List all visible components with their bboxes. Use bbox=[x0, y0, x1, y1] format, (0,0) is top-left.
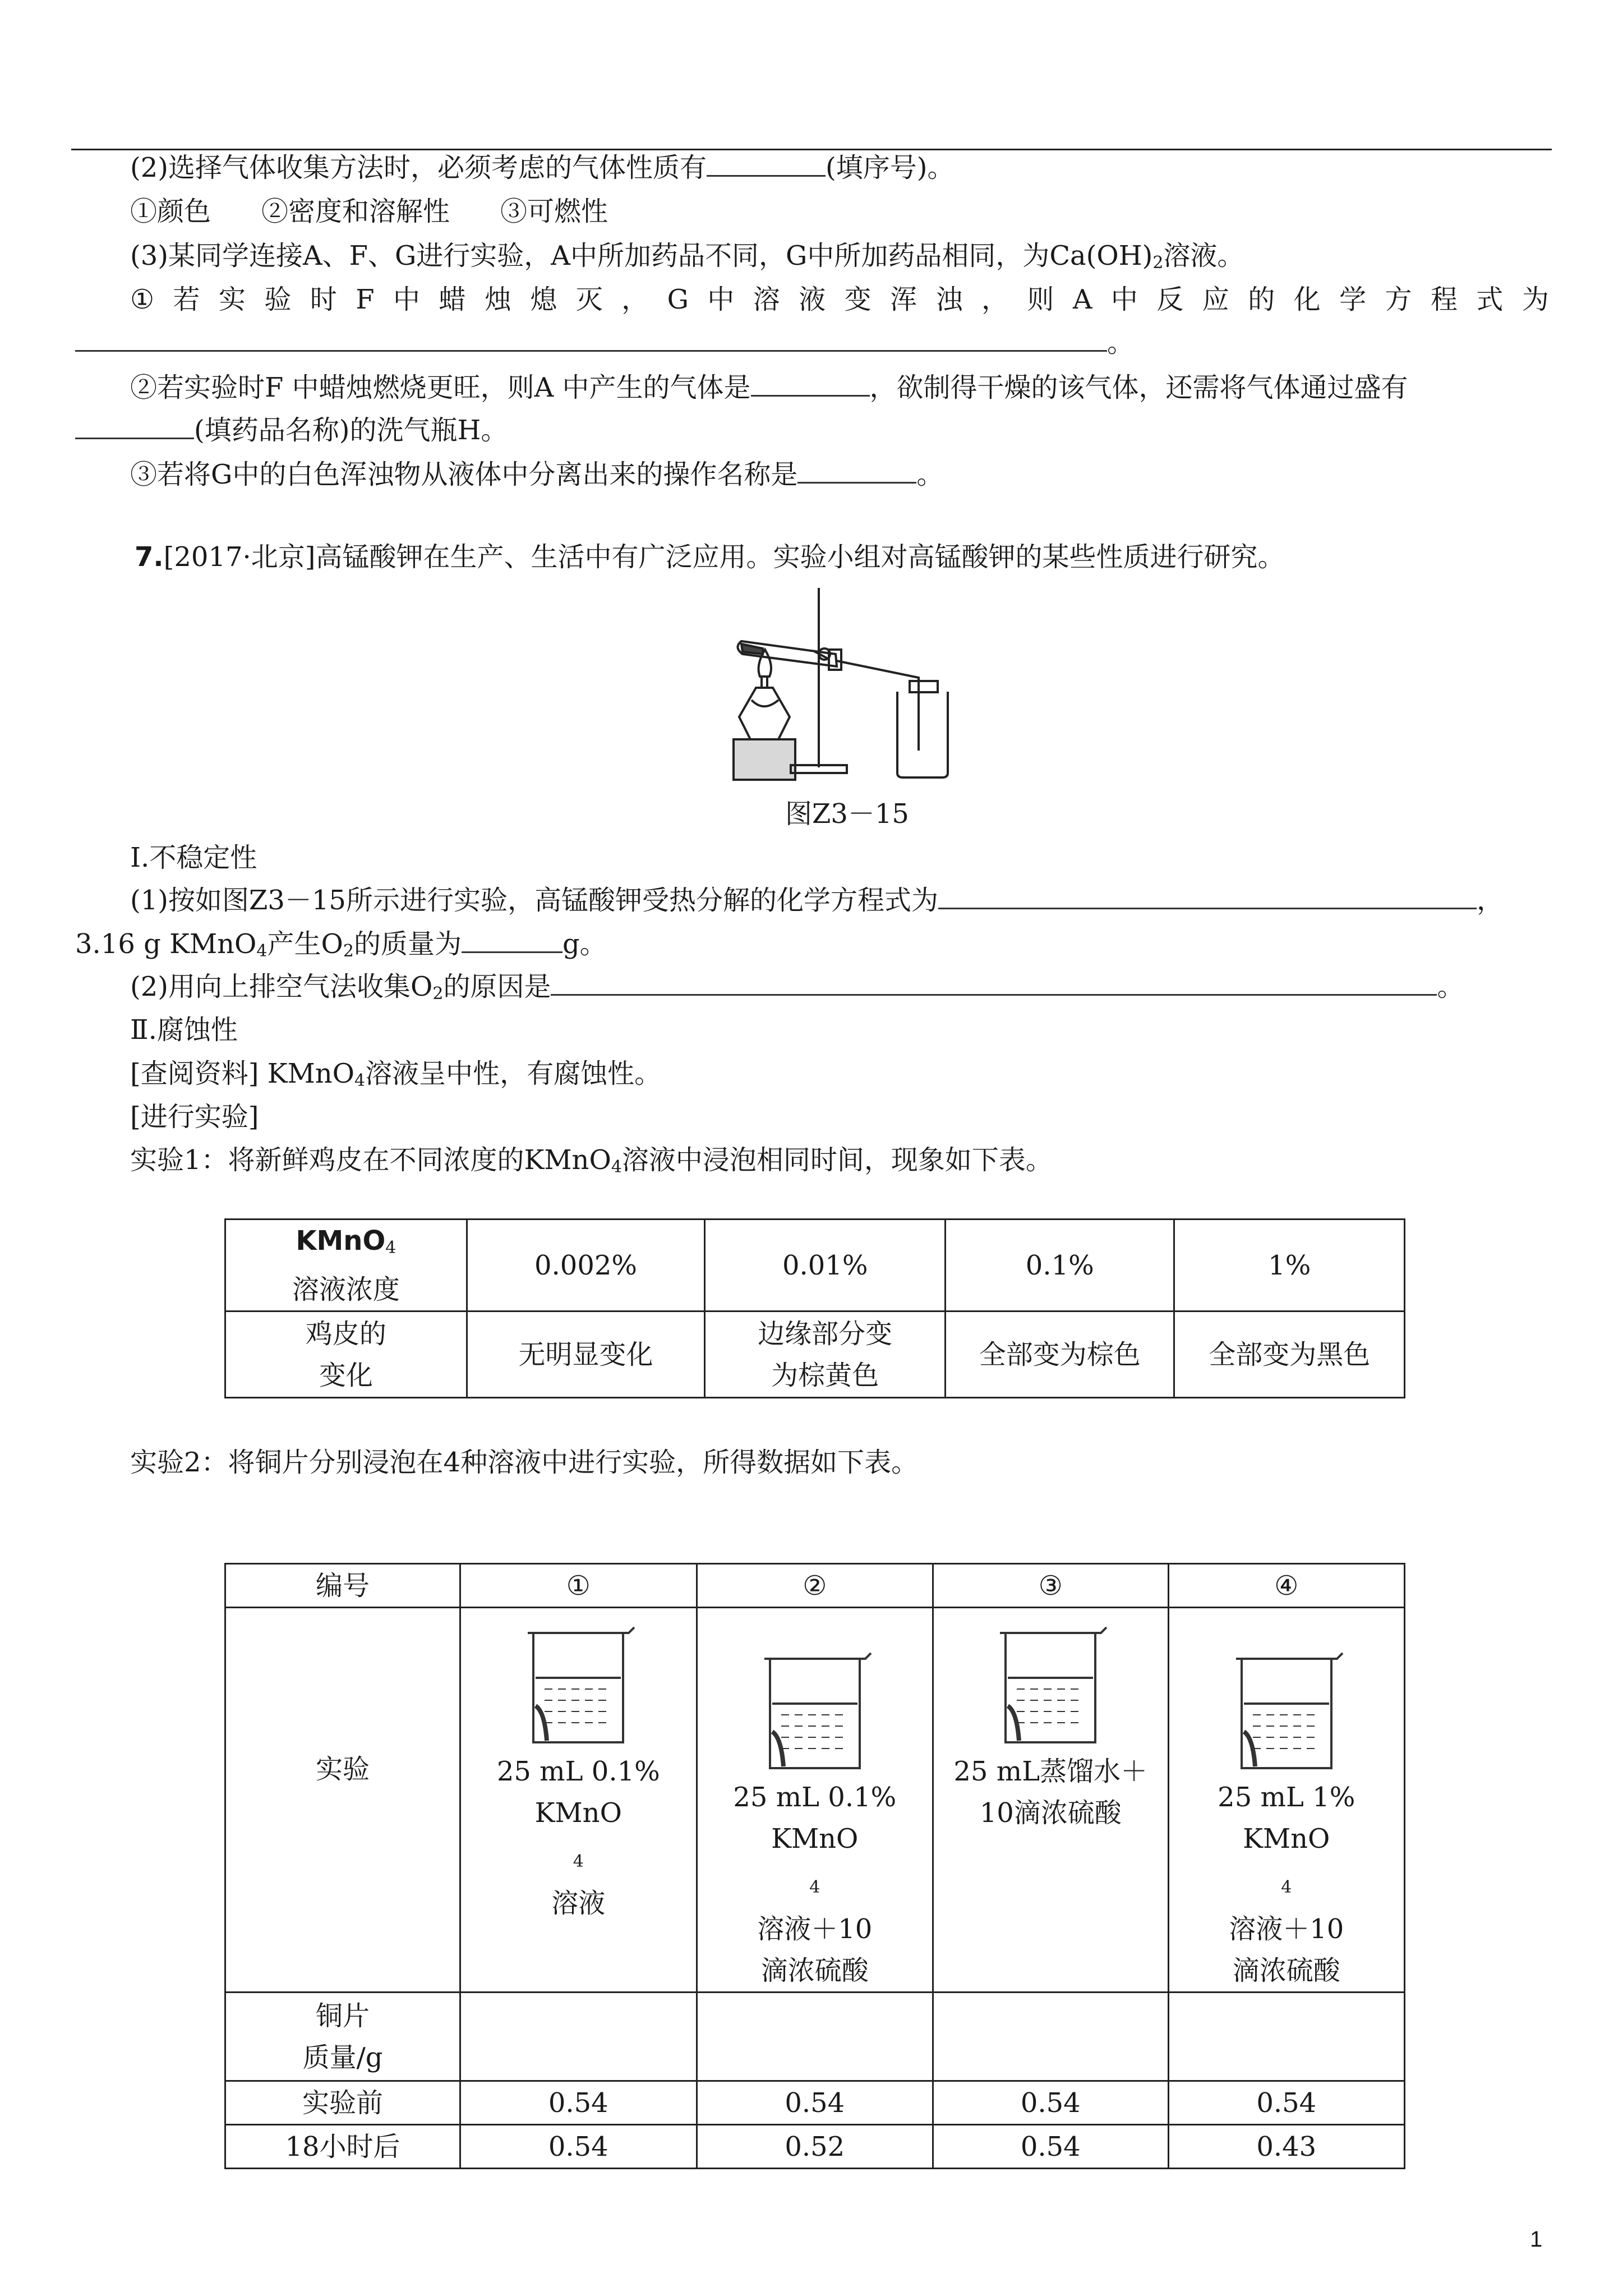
answer-blank[interactable] bbox=[75, 415, 194, 439]
text-fragment: 验 bbox=[264, 284, 292, 315]
burner-stand bbox=[734, 739, 795, 780]
q7-s1-p1: (1)按如图Z3－15所示进行实验，高锰酸钾受热分解的化学方程式为 ， bbox=[130, 885, 1504, 916]
figure-caption: 图Z3－15 bbox=[785, 798, 909, 830]
header-num: ④ bbox=[1168, 1564, 1405, 1608]
empty-cell bbox=[697, 1993, 933, 2081]
header-before: 实验前 bbox=[225, 2081, 460, 2125]
header-skin-change: 鸡皮的 变化 bbox=[225, 1312, 467, 1398]
text-fragment: A bbox=[1072, 284, 1092, 315]
table-copper bbox=[224, 1563, 1405, 2169]
empty-cell bbox=[933, 1993, 1168, 2081]
header-after: 18小时后 bbox=[225, 2125, 460, 2169]
header-copper-mass: 铜片 质量/g bbox=[225, 1993, 460, 2081]
text-fragment: 浑 bbox=[890, 284, 917, 315]
text-fragment: 中 bbox=[1110, 284, 1138, 315]
text-fragment: F bbox=[356, 284, 375, 315]
value-after: 0.52 bbox=[697, 2125, 933, 2169]
apparatus-figure bbox=[729, 588, 976, 790]
table-row bbox=[225, 2125, 1405, 2169]
text-fragment: 灭 bbox=[575, 284, 603, 315]
answer-blank[interactable] bbox=[797, 459, 916, 484]
value-after: 0.43 bbox=[1168, 2125, 1405, 2169]
q6-part3-1 bbox=[130, 282, 1549, 317]
answer-blank[interactable] bbox=[551, 972, 1437, 996]
text-fragment: ① bbox=[130, 284, 155, 315]
text-fragment: 化 bbox=[1293, 284, 1321, 315]
q6-part2: (2)选择气体收集方法时，必须考虑的气体性质有 (填序号)。 bbox=[130, 152, 955, 183]
value-before: 0.54 bbox=[1168, 2081, 1405, 2125]
cell-conc: 0.1% bbox=[946, 1220, 1174, 1312]
beaker-icon bbox=[748, 1648, 882, 1777]
table-row bbox=[225, 2081, 1405, 2125]
text-fragment: 若 bbox=[173, 284, 200, 315]
q7-s1-p1b: 3.16 g KMnO$_4$产生$O_2$的质量为 g。 bbox=[75, 928, 607, 961]
experiment-heading: [进行实验] bbox=[130, 1101, 259, 1133]
text-fragment: 为 bbox=[1521, 284, 1549, 315]
table-row bbox=[225, 1220, 1405, 1312]
text-fragment: 式 bbox=[1476, 284, 1504, 315]
answer-blank[interactable] bbox=[75, 328, 1107, 352]
value-before: 0.54 bbox=[697, 2081, 933, 2125]
text-fragment: 学 bbox=[1339, 284, 1367, 315]
cell-change: 无明显变化 bbox=[467, 1312, 705, 1398]
text-fragment: 变 bbox=[844, 284, 872, 315]
section-corrosiveness: Ⅱ.腐蚀性 bbox=[130, 1014, 238, 1046]
text-fragment: 程 bbox=[1430, 284, 1458, 315]
text-fragment: 烛 bbox=[484, 284, 511, 315]
table-row bbox=[225, 1312, 1405, 1398]
text-fragment: ， bbox=[981, 284, 1008, 315]
header-num: ③ bbox=[933, 1564, 1168, 1608]
answer-blank[interactable] bbox=[938, 885, 1477, 909]
table-row bbox=[225, 1608, 1405, 1993]
experiment-cell-2: 25 mL 0.1% KMnO $_4$ 溶液＋10 滴浓硫酸 bbox=[697, 1608, 933, 1993]
text-fragment: ， bbox=[621, 284, 649, 315]
experiment-cell-1: 25 mL 0.1% KMnO $_4$ 溶液 bbox=[460, 1608, 697, 1993]
text-fragment: 溶 bbox=[753, 284, 780, 315]
q6-part3-2b: (填药品名称)的洗气瓶H。 bbox=[75, 413, 508, 448]
answer-blank[interactable] bbox=[707, 153, 826, 177]
cell-conc: 0.002% bbox=[467, 1220, 705, 1312]
delivery-tube bbox=[837, 661, 919, 751]
q6-part3: (3)某同学连接A、F、G进行实验，A中所加药品不同，G中所加药品相同，为$Ca(OH)_2$溶液。 bbox=[130, 240, 1244, 273]
cell-change: 全部变为黑色 bbox=[1174, 1312, 1405, 1398]
cell-conc: 0.01% bbox=[705, 1220, 946, 1312]
header-num: ① bbox=[460, 1564, 697, 1608]
cell-change: 边缘部分变 为棕黄色 bbox=[705, 1312, 946, 1398]
text-fragment: 中 bbox=[707, 284, 735, 315]
beaker-icon bbox=[511, 1622, 645, 1751]
q6-part3-3: ③若将G中的白色浑浊物从液体中分离出来的操作名称是 。 bbox=[130, 459, 944, 490]
q6-part3-2: ②若实验时F 中蜡烛燃烧更旺，则A 中产生的气体是 ，欲制得干燥的该气体，还需将气体通过盛有 bbox=[130, 372, 1408, 403]
q7-intro: 7.[2017·北京]高锰酸钾在生产、生活中有广泛应用。实验小组对高锰酸钾的某些性质进行研究。 bbox=[135, 541, 1285, 573]
reference-info: [查阅资料] KMnO$_4$溶液呈中性，有腐蚀性。 bbox=[130, 1058, 662, 1091]
header-number: 编号 bbox=[225, 1564, 460, 1608]
cell-change: 全部变为棕色 bbox=[946, 1312, 1174, 1398]
experiment-cell-3: 25 mL蒸馏水＋ 10滴浓硫酸 bbox=[933, 1608, 1168, 1993]
value-after: 0.54 bbox=[933, 2125, 1168, 2169]
text-fragment: 蜡 bbox=[439, 284, 466, 315]
q7-s1-p2: (2)用向上排空气法收集$O_2$的原因是 。 bbox=[130, 971, 1464, 1004]
table-chicken-skin bbox=[224, 1218, 1405, 1398]
text-fragment: 浊 bbox=[935, 284, 963, 315]
text-fragment: G bbox=[667, 284, 689, 315]
text-fragment: 液 bbox=[799, 284, 826, 315]
section-instability: Ⅰ.不稳定性 bbox=[130, 842, 257, 873]
q6-part3-1-answer: 。 bbox=[75, 325, 1134, 360]
text-fragment: 时 bbox=[310, 284, 337, 315]
page-number: 1 bbox=[1530, 2227, 1543, 2252]
answer-blank[interactable] bbox=[751, 372, 870, 397]
collection-bottle bbox=[897, 692, 948, 777]
cell-conc: 1% bbox=[1174, 1220, 1405, 1312]
header-num: ② bbox=[697, 1564, 933, 1608]
text-fragment: 熄 bbox=[530, 284, 557, 315]
value-after: 0.54 bbox=[460, 2125, 697, 2169]
text-fragment: 实 bbox=[218, 284, 246, 315]
header-experiment: 实验 bbox=[225, 1608, 460, 1993]
table-row bbox=[225, 1993, 1405, 2081]
text-fragment: 中 bbox=[393, 284, 420, 315]
q6-options: ①颜色 ②密度和溶解性 ③可燃性 bbox=[130, 196, 608, 227]
value-before: 0.54 bbox=[933, 2081, 1168, 2125]
beaker-icon bbox=[983, 1622, 1118, 1751]
table-row bbox=[225, 1564, 1405, 1608]
text-fragment: 方 bbox=[1385, 284, 1412, 315]
text-fragment: 应 bbox=[1202, 284, 1229, 315]
empty-cell bbox=[1168, 1993, 1405, 2081]
text-fragment: 反 bbox=[1156, 284, 1184, 315]
experiment-cell-4: 25 mL 1% KMnO $_4$ 溶液＋10 滴浓硫酸 bbox=[1168, 1608, 1405, 1993]
beaker-icon bbox=[1219, 1648, 1354, 1777]
text-fragment: 的 bbox=[1248, 284, 1275, 315]
empty-cell bbox=[460, 1993, 697, 2081]
value-before: 0.54 bbox=[460, 2081, 697, 2125]
answer-blank[interactable] bbox=[462, 929, 562, 953]
experiment2-text: 实验2：将铜片分别浸泡在4种溶液中进行实验，所得数据如下表。 bbox=[130, 1447, 919, 1478]
alcohol-lamp bbox=[739, 688, 790, 739]
header-concentration: KMnO$_4$ 溶液浓度 bbox=[225, 1220, 467, 1312]
text-fragment: 则 bbox=[1027, 284, 1054, 315]
experiment1-text: 实验1：将新鲜鸡皮在不同浓度的KMnO$_4$溶液中浸泡相同时间，现象如下表。 bbox=[130, 1144, 1053, 1177]
